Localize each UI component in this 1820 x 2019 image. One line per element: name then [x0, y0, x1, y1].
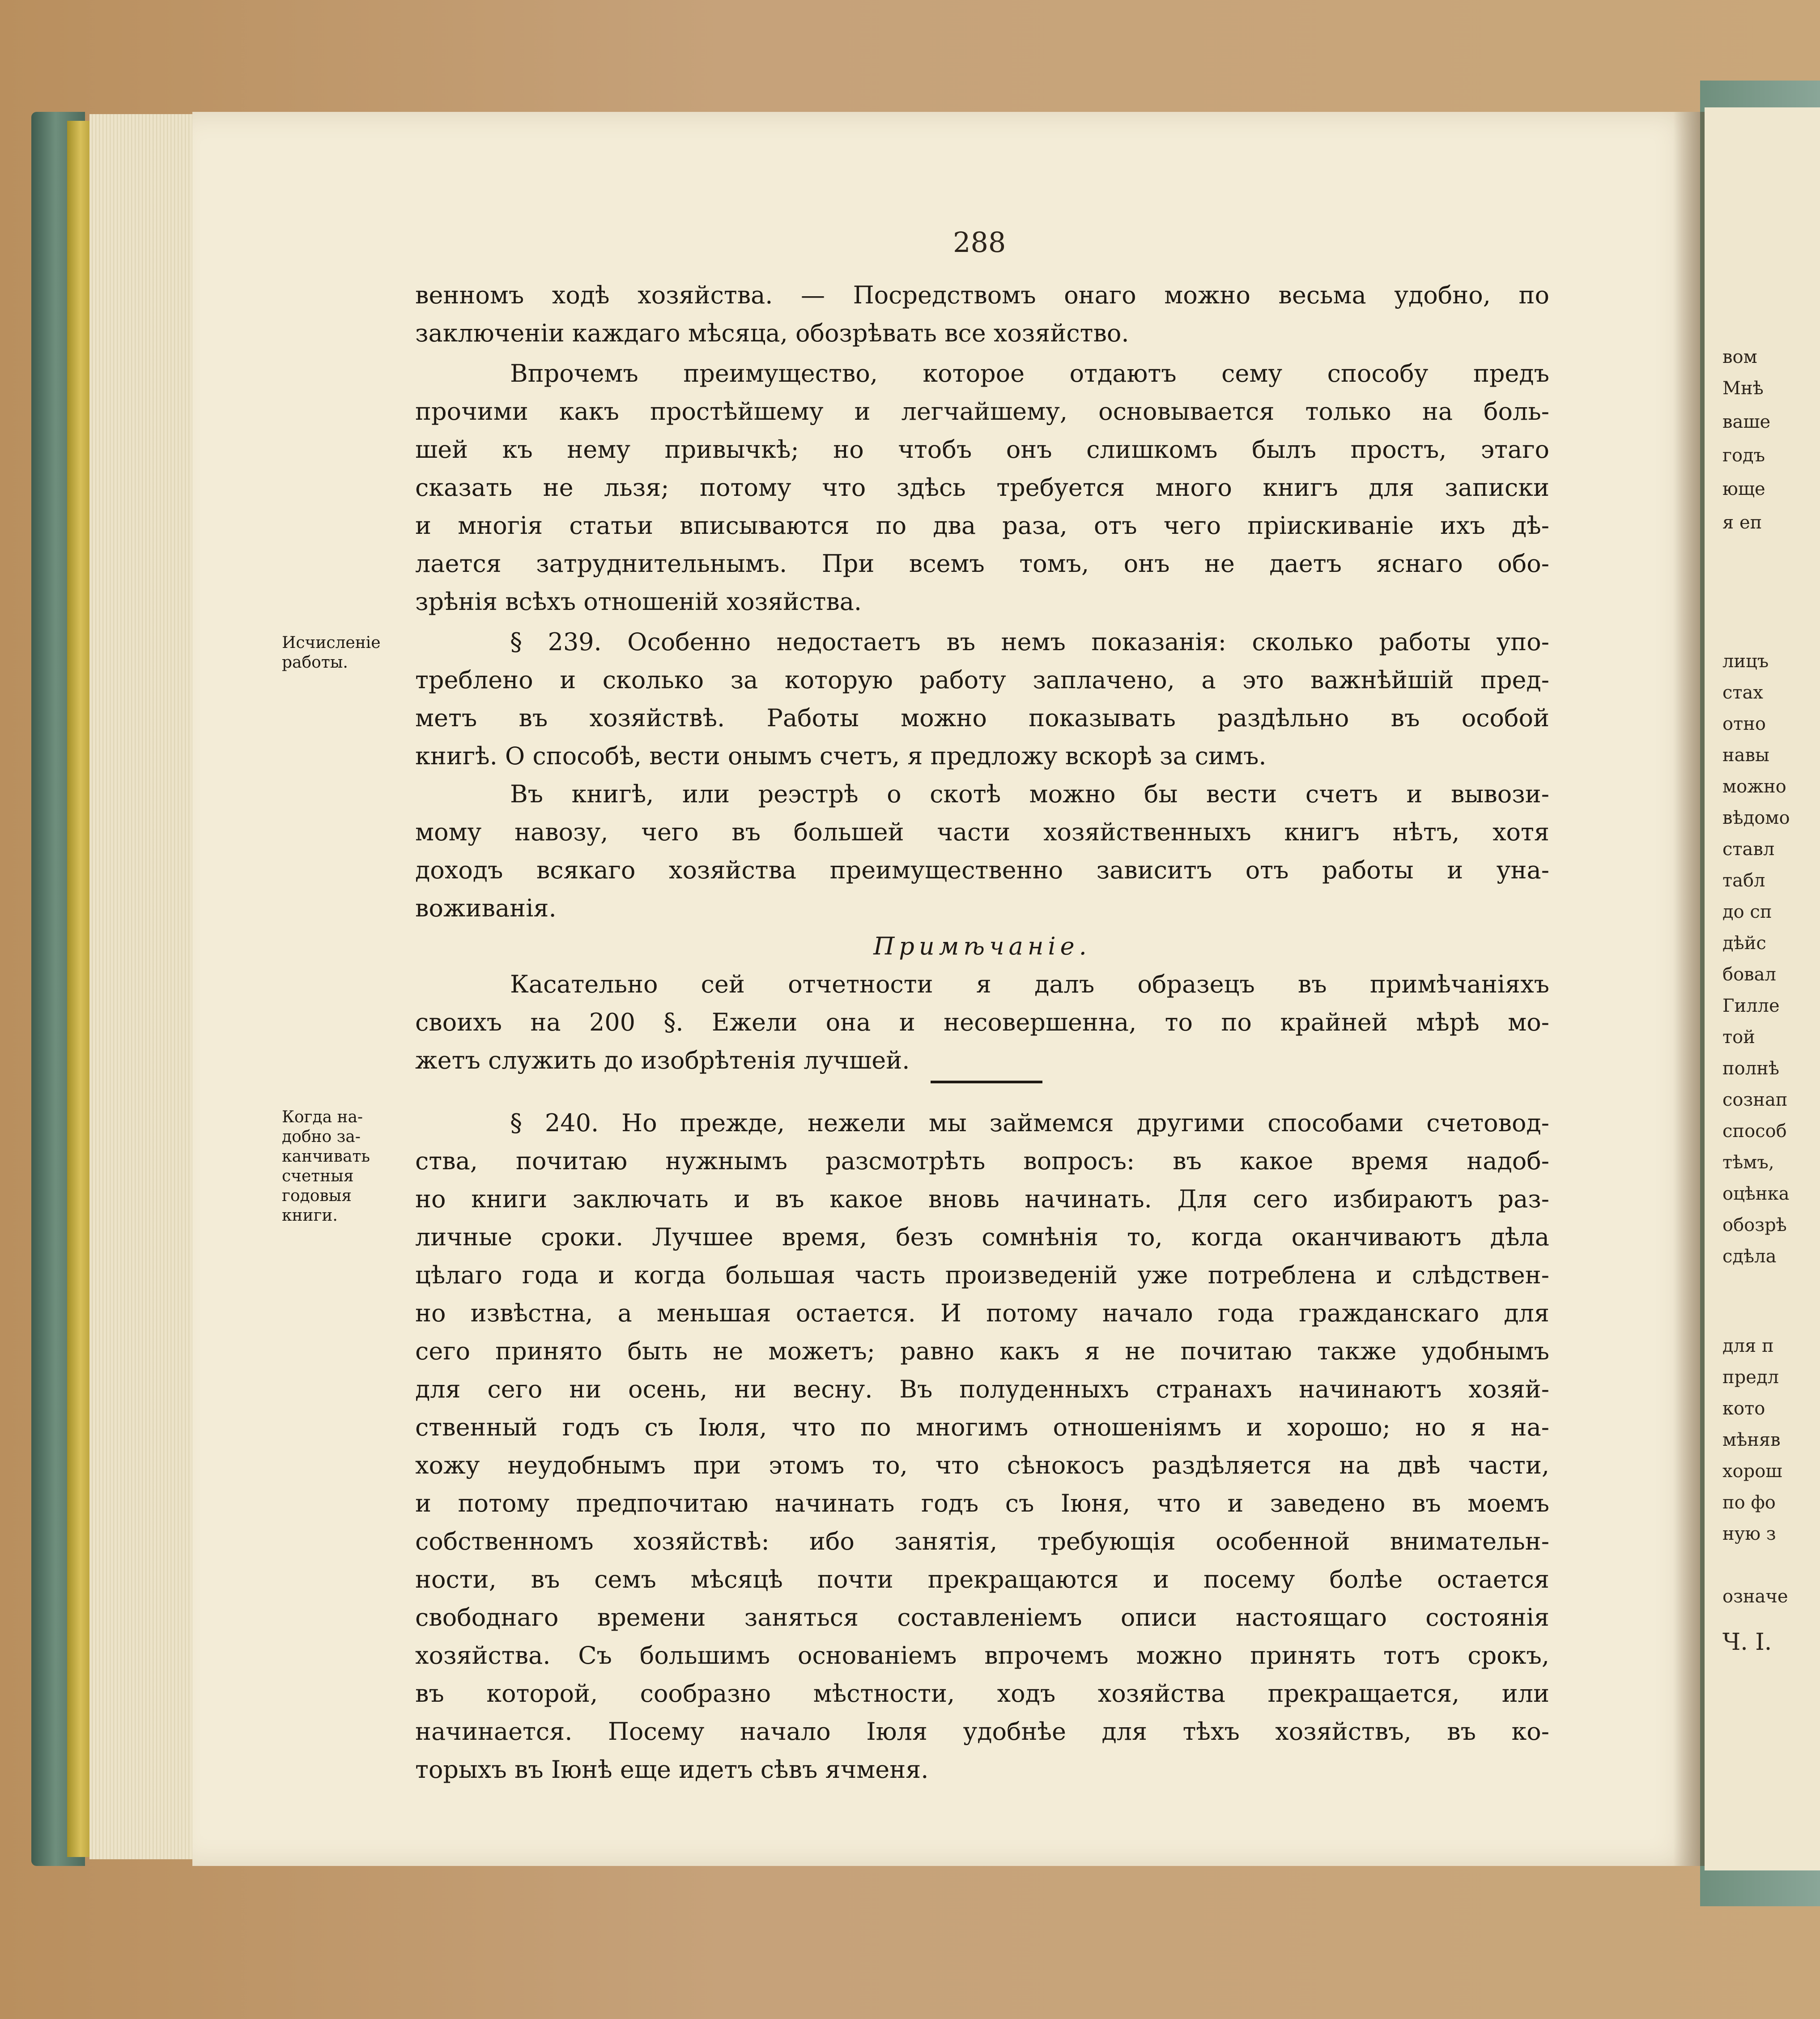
- text-line: но книги заключать и въ какое вновь начинать. Для сего избираютъ раз-: [415, 1186, 1549, 1213]
- text-line: сказать не льзя; потому что здѣсь требуется много книгъ для записки: [415, 474, 1549, 501]
- page-stack-edge: [89, 114, 197, 1859]
- margin-note-line: добно за-: [282, 1128, 361, 1146]
- text-line: Въ книгѣ, или реэстрѣ о скотѣ можно бы вести счетъ и вывози-: [510, 781, 1549, 808]
- section-divider: [931, 1081, 1042, 1083]
- facing-page-fragment: ваше: [1722, 412, 1771, 432]
- text-line: треблено и сколько за которую работу заплачено, а это важнѣйшій пред-: [415, 667, 1549, 694]
- text-line: начинается. Посему начало Іюля удобнѣе для тѣхъ хозяйствъ, въ ко-: [415, 1718, 1549, 1745]
- facing-page-fragment: можно: [1722, 776, 1786, 797]
- facing-page-fragment: Мнѣ: [1722, 378, 1764, 399]
- text-line: прочими какъ простѣйшему и легчайшему, основывается только на боль-: [415, 398, 1549, 425]
- text-line: ства, почитаю нужнымъ разсмотрѣть вопросъ: въ какое время надоб-: [415, 1148, 1549, 1175]
- text-line: ности, въ семъ мѣсяцѣ почти прекращаются и посему болѣе остается: [415, 1566, 1549, 1593]
- text-line: воживанія.: [415, 895, 557, 922]
- facing-page-fragment: по фо: [1722, 1492, 1776, 1513]
- facing-page-fragment: годъ: [1722, 445, 1765, 466]
- text-line: въ которой, сообразно мѣстности, ходъ хозяйства прекращается, или: [415, 1680, 1549, 1707]
- facing-page-fragment: отно: [1722, 714, 1766, 734]
- facing-page-fragment: для п: [1722, 1336, 1774, 1356]
- facing-page-fragment: полнѣ: [1722, 1058, 1779, 1079]
- facing-page-fragment: оцѣнка: [1722, 1184, 1790, 1204]
- text-line: зрѣнія всѣхъ отношеній хозяйства.: [415, 588, 862, 615]
- facing-page-fragment: предл: [1722, 1367, 1779, 1388]
- facing-page-fragment: мѣняв: [1722, 1430, 1781, 1450]
- facing-page-fragment: сдѣла: [1722, 1246, 1777, 1267]
- text-line: мому навозу, чего въ большей части хозяйственныхъ книгъ нѣтъ, хотя: [415, 819, 1549, 846]
- text-line: метъ въ хозяйствѣ. Работы можно показывать раздѣльно въ особой: [415, 705, 1549, 732]
- margin-note-line: работы.: [282, 653, 348, 672]
- facing-page-fragment: юще: [1722, 479, 1765, 499]
- facing-page-fragment: лицъ: [1722, 651, 1769, 672]
- facing-page-fragment: той: [1722, 1027, 1755, 1048]
- margin-note-line: Когда на-: [282, 1108, 363, 1126]
- text-line: лается затруднительнымъ. При всемъ томъ, онъ не даетъ яснаго обо-: [415, 550, 1549, 577]
- section-239-start: § 239. Особенно недостаетъ въ немъ показанія: сколько работы упо-: [510, 629, 1549, 656]
- text-line: и многія статьи вписываются по два раза, отъ чего пріискиваніе ихъ дѣ-: [415, 512, 1549, 539]
- facing-page-fragment: бовал: [1722, 964, 1776, 985]
- margin-note-closing-books: [282, 1107, 389, 1226]
- text-line: торыхъ въ Іюнѣ еще идетъ сѣвъ ячменя.: [415, 1756, 929, 1783]
- text-line: для сего ни осень, ни весну. Въ полуденныхъ странахъ начинаютъ хозяй-: [415, 1376, 1549, 1403]
- facing-page-fragment: стах: [1722, 682, 1763, 703]
- facing-page-fragment: Ч. І.: [1722, 1629, 1772, 1656]
- text-line: жетъ служить до изобрѣтенія лучшей.: [415, 1047, 910, 1074]
- facing-page-fragment: табл: [1722, 870, 1765, 891]
- facing-page: [1705, 107, 1820, 1870]
- facing-page-fragment: до сп: [1722, 902, 1772, 922]
- text-line: сего принято быть не можетъ; равно какъ я не почитаю также удобнымъ: [415, 1338, 1549, 1365]
- text-line: Касательно сей отчетности я далъ образецъ въ примѣчаніяхъ: [510, 971, 1549, 998]
- page-gutter-shadow: [1673, 112, 1705, 1866]
- text-line: хозяйства. Съ большимъ основаніемъ впрочемъ можно принять тотъ срокъ,: [415, 1642, 1549, 1669]
- facing-page-fragment: вом: [1722, 347, 1757, 367]
- text-line: Впрочемъ преимущество, которое отдаютъ сему способу предъ: [510, 360, 1549, 387]
- facing-page-fragment: ставл: [1722, 839, 1775, 860]
- text-line: но извѣстна, а меньшая остается. И потому начало года гражданскаго для: [415, 1300, 1549, 1327]
- facing-page-fragment: сознап: [1722, 1090, 1788, 1110]
- text-line: собственномъ хозяйствѣ: ибо занятія, требующія особенной внимательн-: [415, 1528, 1549, 1555]
- section-240-start: § 240. Но прежде, нежели мы займемся другими способами счетовод-: [510, 1110, 1549, 1137]
- text-line: шей къ нему привычкѣ; но чтобъ онъ слишкомъ былъ простъ, этаго: [415, 436, 1549, 463]
- facing-page-fragment: обозрѣ: [1722, 1215, 1787, 1235]
- text-line: свободнаго времени заняться составленіемъ описи настоящаго состоянія: [415, 1604, 1549, 1631]
- facing-page-fragment: хорош: [1722, 1461, 1782, 1482]
- note-heading: Примѣчаніе.: [873, 933, 1091, 960]
- facing-page-fragment: ную з: [1722, 1524, 1776, 1544]
- text-line: венномъ ходѣ хозяйства. — Посредствомъ онаго можно весьма удобно, по: [415, 282, 1549, 309]
- text-line: ственный годъ съ Іюля, что по многимъ отношеніямъ и хорошо; но я на-: [415, 1414, 1549, 1441]
- facing-page-fragment: я еп: [1722, 512, 1762, 533]
- margin-note-line: счетныя: [282, 1167, 354, 1185]
- facing-page-fragment: навы: [1722, 745, 1769, 766]
- text-line: доходъ всякаго хозяйства преимущественно зависитъ отъ работы и уна-: [415, 857, 1549, 884]
- facing-page-fragment: кото: [1722, 1398, 1765, 1419]
- facing-page-fragment: дѣйс: [1722, 933, 1766, 954]
- margin-note-line: канчивать: [282, 1147, 370, 1166]
- text-line: заключеніи каждаго мѣсяца, обозрѣвать все хозяйство.: [415, 320, 1129, 347]
- facing-page-fragment: тѣмъ,: [1722, 1152, 1774, 1173]
- facing-page-fragment: означе: [1722, 1586, 1788, 1607]
- margin-note-line: книги.: [282, 1206, 338, 1225]
- facing-page-fragment: способ: [1722, 1121, 1787, 1142]
- margin-note-labor-calc: [282, 633, 389, 673]
- margin-note-line: годовыя: [282, 1187, 352, 1205]
- text-line: своихъ на 200 §. Ежели она и несовершенна, то по крайней мѣрѣ мо-: [415, 1009, 1549, 1036]
- text-line: и потому предпочитаю начинать годъ съ Іюня, что и заведено въ моемъ: [415, 1490, 1549, 1517]
- facing-page-fragment: вѣдомо: [1722, 808, 1790, 828]
- page-number: 288: [953, 226, 1006, 259]
- margin-note-line: Исчисленіе: [282, 634, 381, 652]
- text-line: личные сроки. Лучшее время, безъ сомнѣнія то, когда оканчиваютъ дѣла: [415, 1224, 1549, 1251]
- text-line: цѣлаго года и когда большая часть произведеній уже потреблена и слѣдствен-: [415, 1262, 1549, 1289]
- text-line: хожу неудобнымъ при этомъ то, что сѣнокосъ раздѣляется на двѣ части,: [415, 1452, 1549, 1479]
- text-line: книгѣ. О способѣ, вести онымъ счетъ, я предложу вскорѣ за симъ.: [415, 743, 1267, 770]
- facing-page-fragment: Гилле: [1722, 996, 1780, 1016]
